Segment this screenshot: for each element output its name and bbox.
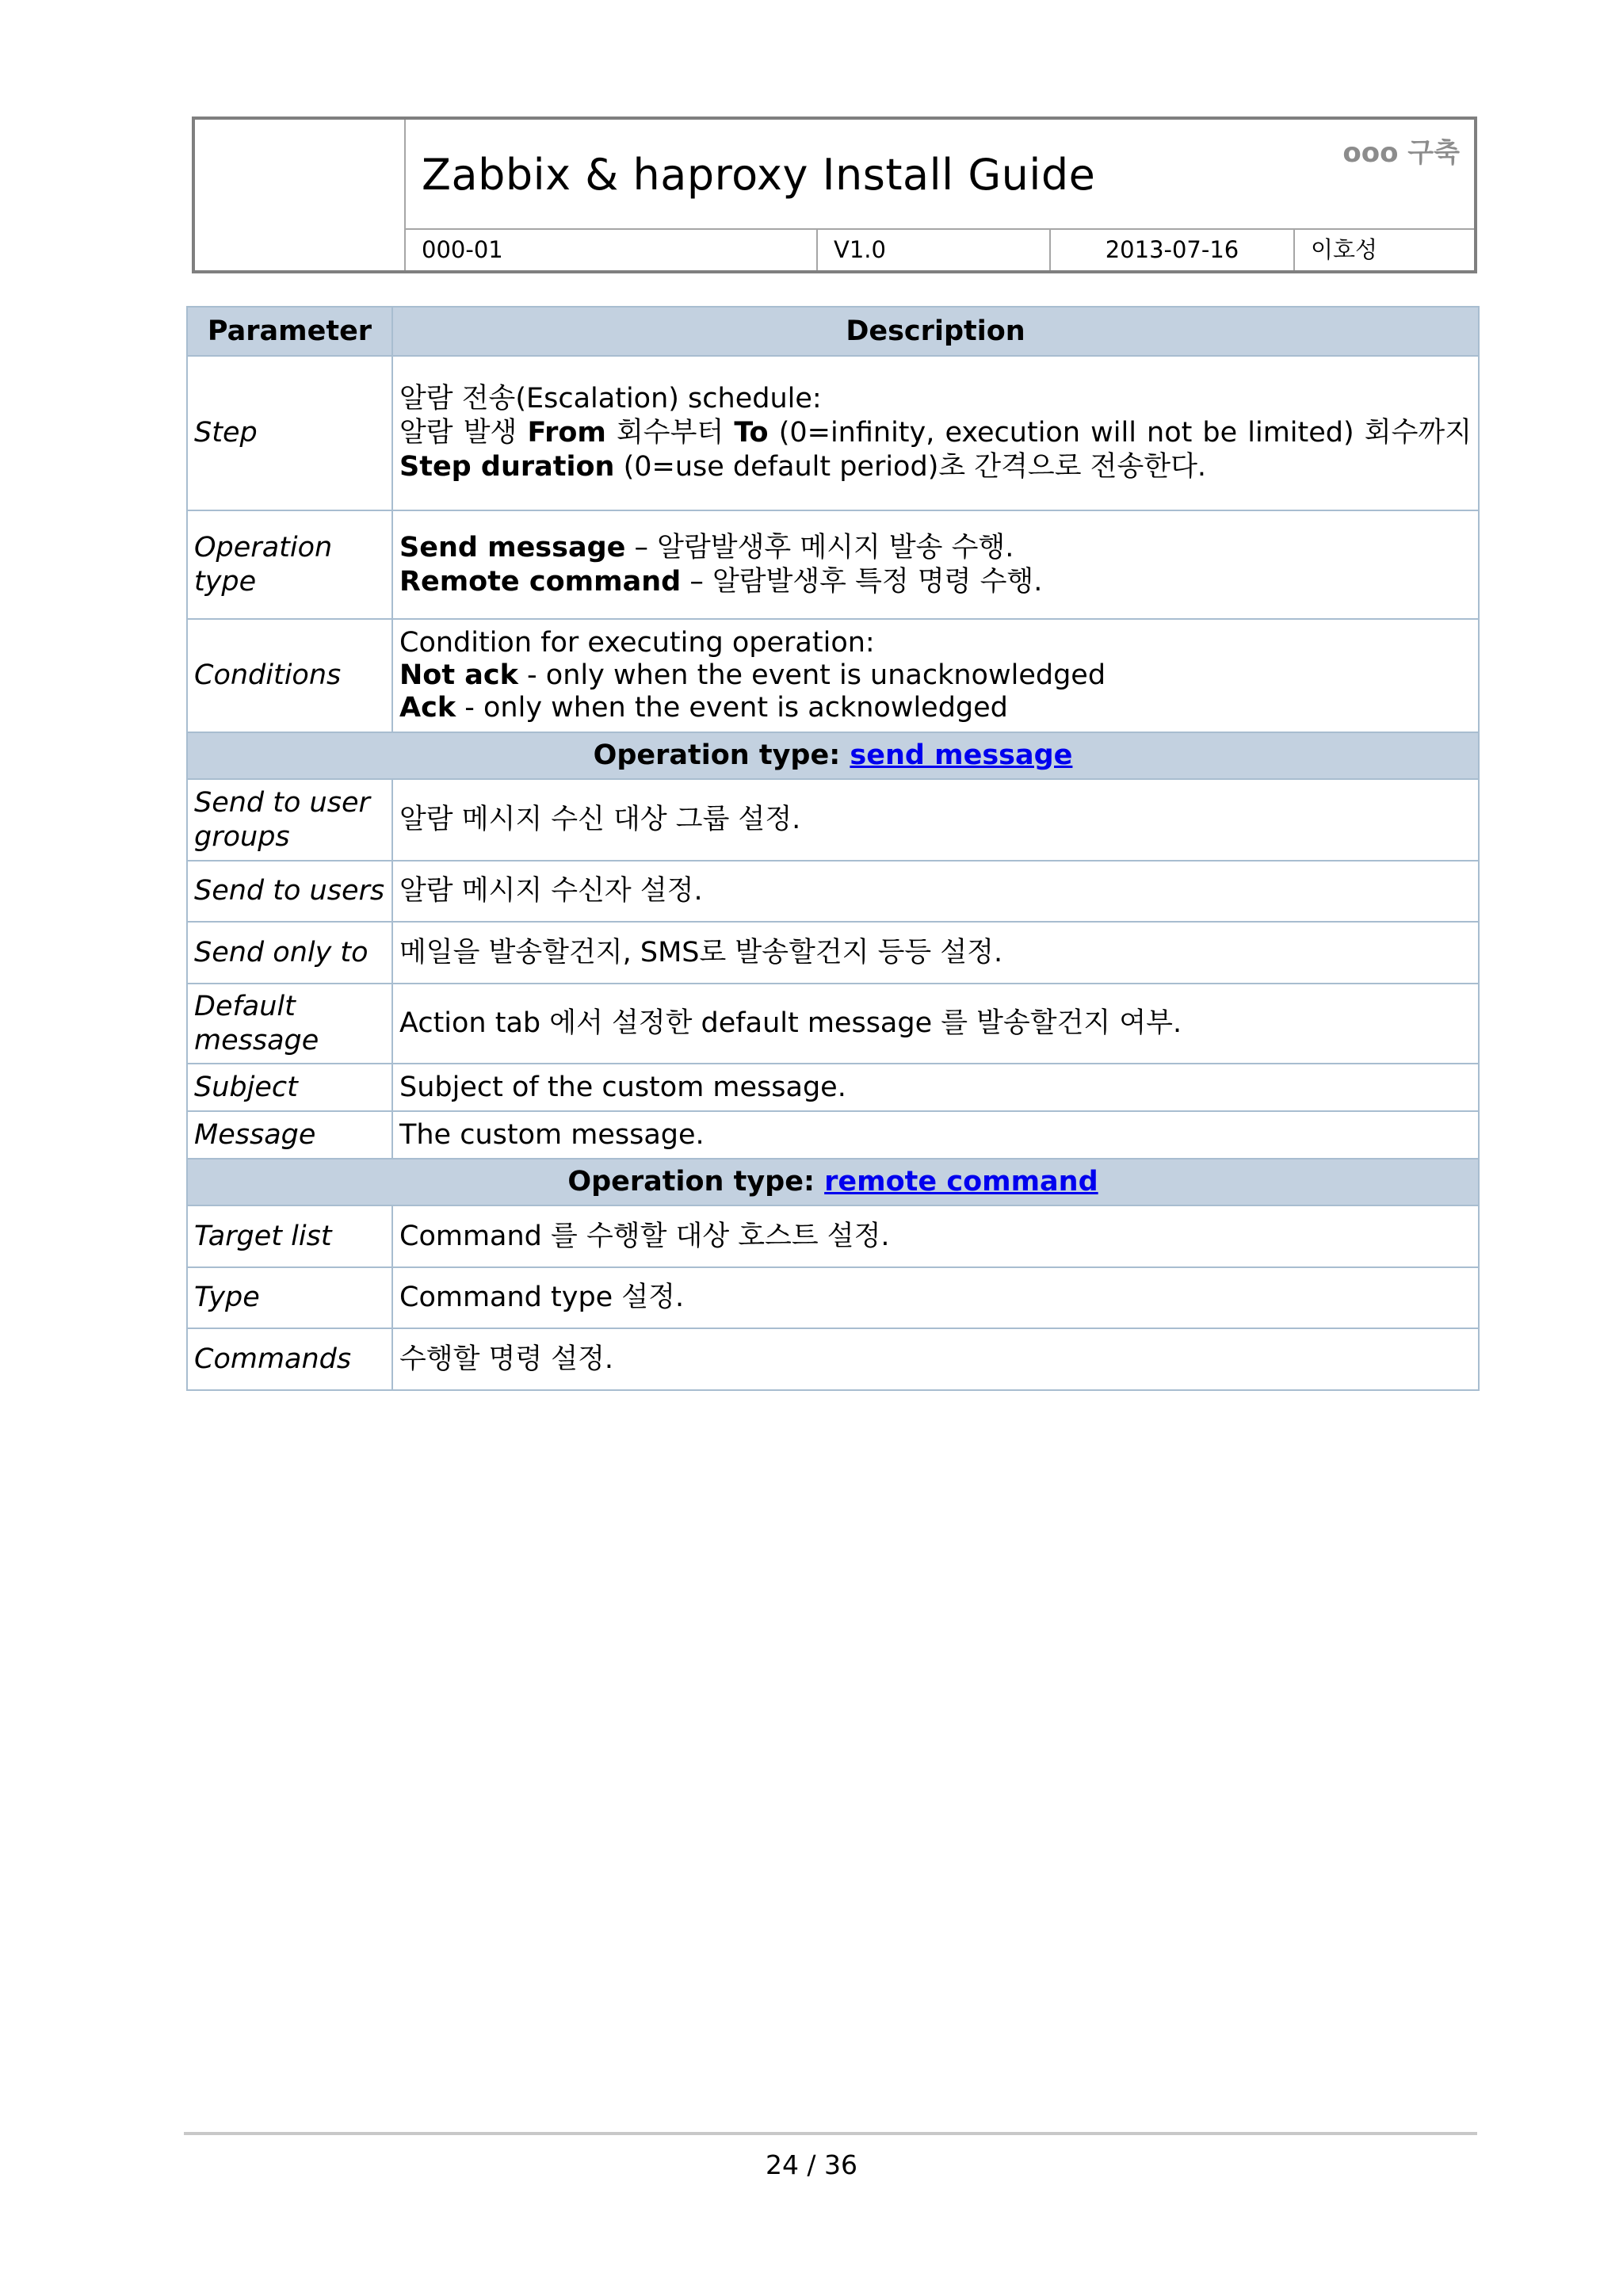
op-send-line [399,531,1472,565]
section-prefix: Operation type: [593,739,850,771]
step-text: (0=infinity, execution will not be limited) 회수까지 [768,417,1472,449]
parameter-table [186,306,1480,1391]
document-title: Zabbix & haproxy Install Guide [422,150,1096,200]
doc-version: V1.0 [818,230,1051,270]
param-desc: Action tab 에서 설정한 default message 를 발송할건지 여부. [392,984,1479,1064]
desc-step [392,356,1479,510]
column-header-description: Description [392,307,1479,356]
op-remote-line [399,565,1472,599]
param-name: Type [187,1267,392,1328]
section-row-remote-command [187,1159,1479,1205]
notack-label: Not ack [399,659,518,691]
param-name: Message [187,1111,392,1159]
table-row [187,779,1479,861]
param-conditions: Conditions [187,619,392,732]
table-row [187,619,1479,732]
section-heading [187,1159,1479,1205]
page-number: 24 / 36 [765,2149,858,2180]
section-row-send-message [187,732,1479,779]
table-row [187,1267,1479,1328]
param-name: Send to users [187,861,392,922]
desc-conditions [392,619,1479,732]
section-heading [187,732,1479,779]
table-row [187,1064,1479,1111]
param-desc: Command 를 수행할 대상 호스트 설정. [392,1205,1479,1267]
footer-divider [184,2132,1477,2135]
param-desc: 메일을 발송할건지, SMS로 발송할건지 등등 설정. [392,922,1479,984]
step-to-label: To [734,417,769,449]
param-name: Target list [187,1205,392,1267]
table-row [187,861,1479,922]
op-send-desc: – 알람발생후 메시지 발송 수행. [625,531,1014,563]
op-remote-label: Remote command [399,565,682,598]
project-label: ooo 구축 [1342,137,1460,169]
doc-author: 이호성 [1311,236,1378,263]
step-text: 알람 발생 [399,417,528,449]
doc-date: 2013-07-16 [1051,230,1295,270]
param-desc: The custom message. [392,1111,1479,1159]
column-header-parameter: Parameter [187,307,392,356]
param-desc: 알람 메시지 수신자 설정. [392,861,1479,922]
param-name: Default message [187,984,392,1064]
op-remote-desc: – 알람발생후 특정 명령 수행. [681,565,1043,598]
conditions-line-1: Condition for executing operation: [399,627,875,659]
param-name: Commands [187,1328,392,1390]
table-row [187,922,1479,984]
step-line-2 [399,416,1472,484]
step-duration-label: Step duration [399,451,615,483]
notack-desc: - only when the event is unacknowledged [517,659,1106,691]
title-cell [406,120,1474,230]
param-desc: 알람 메시지 수신 대상 그룹 설정. [392,779,1479,861]
section-prefix: Operation type: [567,1166,825,1198]
table-row [187,356,1479,510]
doc-number: 000-01 [406,230,818,270]
logo-cell [195,120,406,270]
param-desc: Subject of the custom message. [392,1064,1479,1111]
param-desc: 수행할 명령 설정. [392,1328,1479,1390]
param-operation-type: Operation type [187,510,392,619]
param-desc: Command type 설정. [392,1267,1479,1328]
param-name: Subject [187,1064,392,1111]
send-message-link[interactable]: send message [850,739,1073,771]
step-text: (0=use default period)초 간격으로 전송한다. [614,451,1207,483]
remote-command-link[interactable]: remote command [824,1166,1098,1198]
op-send-label: Send message [399,531,626,563]
desc-operation-type [392,510,1479,619]
param-name: Send to user groups [187,779,392,861]
document-header [192,117,1477,273]
table-row [187,1328,1479,1390]
ack-label: Ack [399,692,456,724]
ack-desc: - only when the event is acknowledged [456,692,1008,724]
step-line-1: 알람 전송(Escalation) schedule: [399,383,822,415]
table-row [187,1111,1479,1159]
conditions-ack-line [399,692,1472,724]
table-header-row [187,307,1479,356]
table-row [187,510,1479,619]
step-from-label: From [527,417,606,449]
table-row [187,1205,1479,1267]
conditions-notack-line [399,659,1472,692]
step-text: 회수부터 [605,417,735,449]
param-name: Send only to [187,922,392,984]
param-step: Step [187,356,392,510]
table-row [187,984,1479,1064]
